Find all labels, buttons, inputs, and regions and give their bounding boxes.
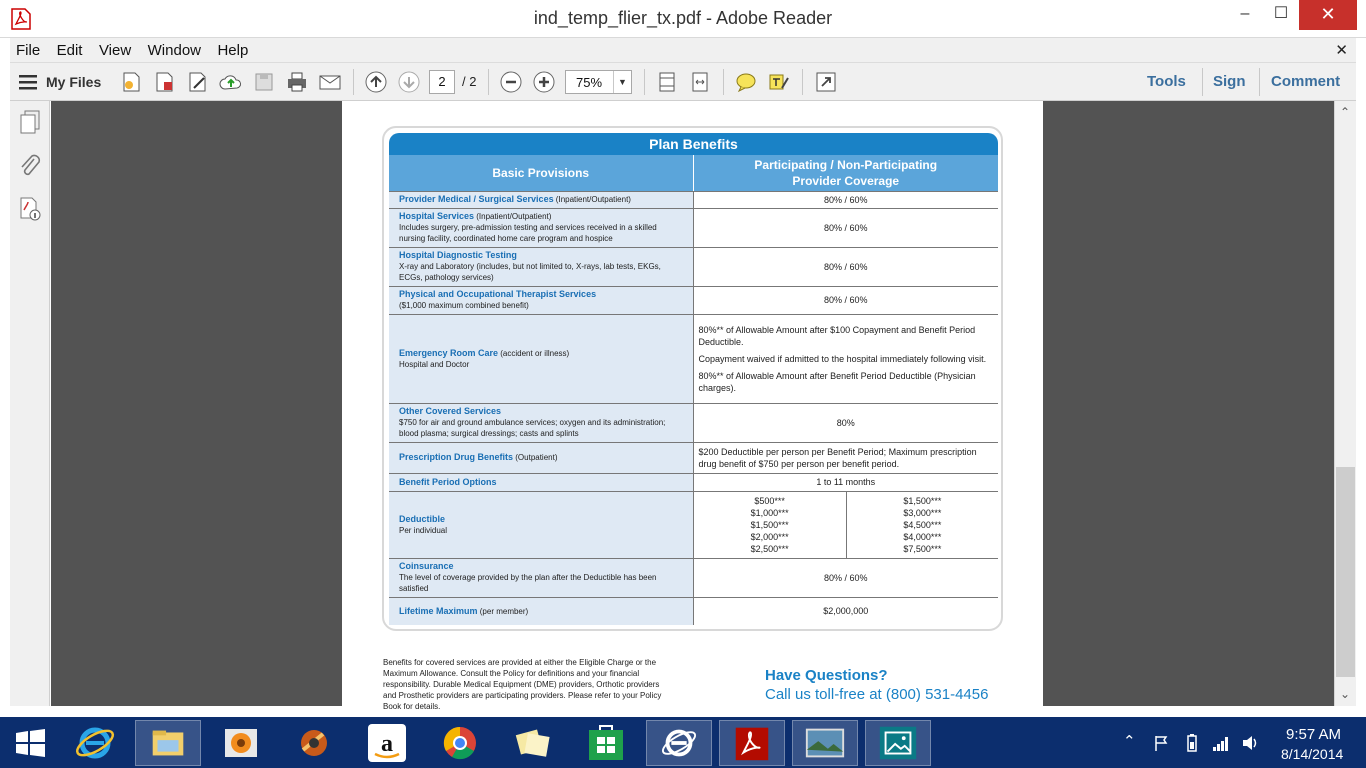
have-questions-heading: Have Questions? xyxy=(765,667,888,684)
taskbar xyxy=(0,717,1366,768)
row-title: Coinsurance xyxy=(399,561,454,571)
menu-window[interactable]: Window xyxy=(147,42,201,59)
call-us-text: Call us toll-free at (800) 531-4456 xyxy=(765,686,989,703)
table-row-label xyxy=(389,473,693,491)
document-properties-icon[interactable] xyxy=(18,196,42,222)
network-signal-icon[interactable] xyxy=(1212,735,1230,751)
tools-pane-button[interactable]: Tools xyxy=(1147,73,1186,90)
deductible-options-left xyxy=(693,491,846,558)
deductible-value: $4,500*** xyxy=(903,519,942,530)
fit-width-icon[interactable] xyxy=(688,70,712,94)
value-line: 80%** of Allowable Amount after Benefit Period Deductible (Physician charges). xyxy=(698,370,976,393)
title-bar xyxy=(0,0,1366,38)
document-close-button[interactable]: ✕ xyxy=(1335,42,1348,59)
table-title: Plan Benefits xyxy=(389,133,998,155)
chevron-down-icon[interactable]: ▼ xyxy=(613,71,631,93)
next-page-icon[interactable] xyxy=(397,70,421,94)
clock-time[interactable]: 9:57 AM xyxy=(1286,726,1342,743)
svg-text:a: a xyxy=(381,731,393,757)
row-qualifier: (Outpatient) xyxy=(513,453,558,462)
plan-benefits-box xyxy=(382,126,1003,631)
vertical-scrollbar[interactable] xyxy=(1334,101,1356,706)
scroll-up-icon[interactable]: ⌃ xyxy=(1340,105,1351,119)
menu-edit[interactable]: Edit xyxy=(56,42,83,59)
table-row-label xyxy=(389,286,693,314)
column-header-left: Basic Provisions xyxy=(389,155,693,191)
deductible-value: $3,000*** xyxy=(903,507,942,518)
toolbar-separator xyxy=(488,69,489,95)
window-title: ind_temp_flier_tx.pdf - Adobe Reader xyxy=(533,8,833,28)
page-total: / 2 xyxy=(462,74,477,89)
deductible-value: $500*** xyxy=(754,495,785,506)
row-qualifier: (accident or illness) xyxy=(498,348,570,358)
row-title: Hospital Diagnostic Testing xyxy=(399,250,517,260)
table-row-value: 80% / 60% xyxy=(693,208,998,247)
table-row-label xyxy=(389,314,693,403)
pdf-page xyxy=(342,101,1043,711)
table-row-label xyxy=(389,191,693,208)
row-title: Physical and Occupational Therapist Services xyxy=(399,289,597,299)
deductible-value: $1,000*** xyxy=(750,507,789,518)
table-row-value: 80% xyxy=(693,403,998,442)
fill-sign-icon[interactable] xyxy=(186,70,210,94)
row-description: ($1,000 maximum combined benefit) xyxy=(399,301,529,310)
table-row-label xyxy=(389,403,693,442)
menu-view[interactable]: View xyxy=(98,42,132,59)
table-row-value: 80% / 60% xyxy=(693,191,998,208)
table-row-label xyxy=(389,442,693,473)
store-icon[interactable] xyxy=(573,720,639,766)
row-title: Other Covered Services xyxy=(399,406,502,416)
row-description: X-ray and Laboratory (includes, but not limited to, X-rays, lab tests, EKGs, ECGs, pathology services) xyxy=(399,262,661,282)
table-row-value: 80% / 60% xyxy=(693,558,998,597)
page-number-input[interactable]: 2 xyxy=(429,70,455,94)
column-header-right-line1: Participating / Non-Participating xyxy=(754,157,938,172)
comment-pane-button[interactable]: Comment xyxy=(1271,73,1341,90)
fit-page-icon[interactable] xyxy=(655,70,679,94)
full-screen-icon[interactable] xyxy=(814,70,838,94)
row-qualifier: (per member) xyxy=(477,606,529,616)
table-row-label xyxy=(389,247,693,286)
table-row-value: 1 to 11 months xyxy=(693,473,998,491)
menu-bar xyxy=(10,38,1356,63)
navigation-pane xyxy=(10,101,50,706)
volume-icon[interactable] xyxy=(1242,735,1260,751)
sign-pane-button[interactable]: Sign xyxy=(1213,73,1246,90)
column-header-right xyxy=(693,155,998,191)
row-title: Prescription Drug Benefits xyxy=(399,452,514,462)
table-row-value: $200 Deductible per person per Benefit Period; Maximum prescription drug benefit of $750 per person per benefit period. xyxy=(693,442,998,473)
row-title: Lifetime Maximum xyxy=(399,605,478,616)
scrollbar-thumb[interactable] xyxy=(1336,467,1355,677)
action-center-flag-icon[interactable] xyxy=(1153,735,1169,751)
table-row-label xyxy=(389,597,693,625)
toolbar-separator xyxy=(644,69,645,95)
deductible-value: $2,000*** xyxy=(750,531,789,542)
toolbar-separator xyxy=(723,69,724,95)
file-explorer-icon[interactable] xyxy=(135,720,201,766)
my-files-button[interactable]: My Files xyxy=(46,74,102,90)
row-description: Includes surgery, pre-admission testing and services received in a skilled nursing facility, coordinated home care program and hospice xyxy=(399,223,657,243)
sticky-notes-icon[interactable] xyxy=(500,720,566,766)
sticky-note-icon[interactable] xyxy=(734,70,758,94)
table-row-label xyxy=(389,558,693,597)
row-title: Deductible xyxy=(399,513,446,524)
menu-help[interactable]: Help xyxy=(217,42,249,59)
windows-start-icon[interactable] xyxy=(2,720,58,766)
zoom-value: 75% xyxy=(576,75,603,90)
zoom-out-icon[interactable] xyxy=(499,70,523,94)
toolbar-separator xyxy=(1202,68,1203,96)
create-pdf-icon[interactable] xyxy=(120,70,144,94)
toolbar xyxy=(10,63,1356,101)
row-description: Per individual xyxy=(399,525,448,535)
print-icon[interactable] xyxy=(285,70,309,94)
row-title: Benefit Period Options xyxy=(399,476,497,487)
table-row-value: 80% / 60% xyxy=(693,247,998,286)
row-title: Hospital Services xyxy=(399,211,475,221)
attachments-icon[interactable] xyxy=(18,153,42,179)
adobe-reader-taskbar-icon[interactable] xyxy=(719,720,785,766)
clock-date[interactable]: 8/14/2014 xyxy=(1281,746,1344,762)
document-viewport xyxy=(51,101,1334,711)
table-row-label xyxy=(389,491,693,558)
internet-explorer-icon[interactable] xyxy=(62,720,128,766)
zoom-in-icon[interactable] xyxy=(532,70,556,94)
amazon-icon[interactable] xyxy=(354,720,420,766)
row-title: Provider Medical / Surgical Services xyxy=(399,194,554,204)
table-row-label xyxy=(389,208,693,247)
scroll-down-icon[interactable]: ⌄ xyxy=(1340,687,1351,701)
table-row-value: 80% / 60% xyxy=(693,286,998,314)
value-line: 80%** of Allowable Amount after $100 Copayment and Benefit Period Deductible. xyxy=(698,324,976,347)
toolbar-separator xyxy=(802,69,803,95)
table-row-value xyxy=(693,314,998,403)
media-app-icon[interactable] xyxy=(281,720,347,766)
row-description: Hospital and Doctor xyxy=(399,359,470,369)
email-icon[interactable] xyxy=(318,70,342,94)
deductible-value: $2,500*** xyxy=(750,543,789,554)
column-header-right-line2: Provider Coverage xyxy=(792,173,900,188)
row-qualifier: (Inpatient/Outpatient) xyxy=(474,212,552,221)
hamburger-icon[interactable] xyxy=(19,73,37,91)
row-title: Emergency Room Care xyxy=(399,347,499,358)
photos-app-icon[interactable] xyxy=(865,720,931,766)
edit-pdf-icon[interactable] xyxy=(153,70,177,94)
highlight-text-icon[interactable] xyxy=(767,70,791,94)
row-description: The level of coverage provided by the plan after the Deductible has been satisfied xyxy=(399,573,657,593)
menu-file[interactable]: File xyxy=(16,42,41,59)
close-button[interactable]: ✕ xyxy=(1299,0,1357,30)
deductible-value: $1,500*** xyxy=(903,495,942,506)
row-description: $750 for air and ground ambulance services; oxygen and its administration; blood plasma; surgical dressings; casts and splints xyxy=(399,418,666,438)
save-icon[interactable] xyxy=(252,70,276,94)
row-qualifier: (Inpatient/Outpatient) xyxy=(553,195,631,204)
sunflower-app-icon[interactable] xyxy=(208,720,274,766)
plan-benefits-table xyxy=(389,133,998,625)
deductible-value: $4,000*** xyxy=(903,531,942,542)
upload-cloud-icon[interactable] xyxy=(219,70,243,94)
chrome-icon[interactable] xyxy=(427,720,493,766)
toolbar-separator xyxy=(353,69,354,95)
zoom-select[interactable] xyxy=(565,70,632,94)
benefits-footnote: Benefits for covered services are provided at either the Eligible Charge or the Maximum Allowance. Consult the Policy for definitions and your financial responsibility. Durable Medical Equipment (DME) providers, Orthotic providers and Prosthetic providers are participating providers. Please refer to your Policy Book for details. xyxy=(383,658,662,711)
chevron-up-icon[interactable]: ⌃ xyxy=(1123,733,1136,750)
value-line: Copayment waived if admitted to the hospital immediately following visit. xyxy=(698,353,987,364)
internet-explorer-modern-icon[interactable] xyxy=(646,720,712,766)
table-row-value: $2,000,000 xyxy=(823,606,869,617)
deductible-value: $7,500*** xyxy=(903,543,942,554)
maximize-button[interactable]: ☐ xyxy=(1273,5,1289,22)
previous-page-icon[interactable] xyxy=(364,70,388,94)
minimize-button[interactable]: – xyxy=(1240,5,1250,22)
page-thumbnails-icon[interactable] xyxy=(18,109,42,135)
deductible-value: $1,500*** xyxy=(750,519,789,530)
battery-icon[interactable] xyxy=(1184,734,1200,752)
deductible-options-right xyxy=(846,491,998,558)
photo-viewer-icon[interactable] xyxy=(792,720,858,766)
toolbar-separator xyxy=(1259,68,1260,96)
